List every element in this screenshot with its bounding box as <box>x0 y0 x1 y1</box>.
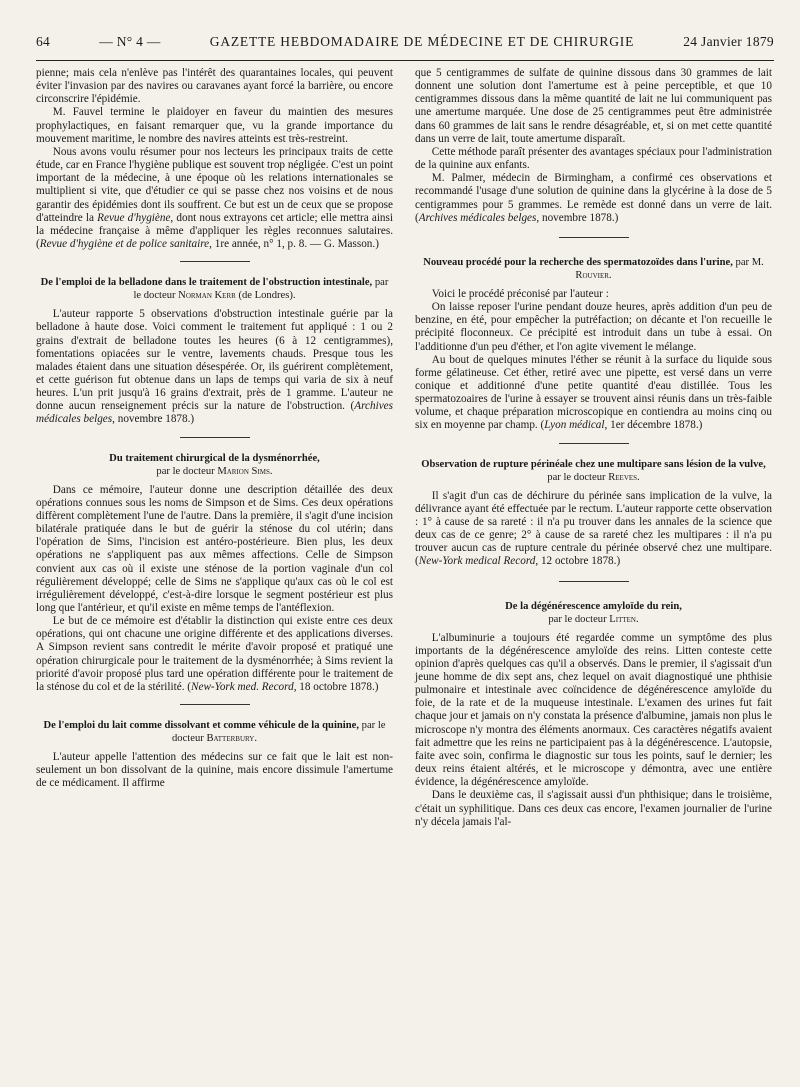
paragraph: Voici le procédé préconisé par l'auteur : <box>431 287 609 300</box>
paragraph: Au bout de quelques minutes l'éther se réunit à la surface du liquide sous forme gélatineuse. Cet éther, retiré avec une pipette, est versé dans un verre conique et additionné d'une petite quantité d'eau distillée. Tous les spermatozoaires de l'urine à essayer se trouvent ainsi réunis dans un très-faible volume, et chaque préparation microscopique en contiendra au moins cinq ou six en moyenne par champ. (Lyon médical, 1er décembre 1878.) <box>415 353 772 432</box>
article-heading: De l'emploi de la belladone dans le traitement de l'obstruction intestinale, par le docteur Norman Kerr (de Londres). <box>40 277 389 302</box>
article-author: Batterbury. <box>206 733 257 745</box>
article-heading: Observation de rupture périnéale chez une multipare sans lésion de la vulve, par le docteur Reeves. <box>421 458 766 483</box>
article-author: Rouvier. <box>575 269 612 281</box>
section-divider <box>180 704 250 705</box>
article-author: Norman Kerr <box>178 290 236 302</box>
journal-reference: Lyon médical <box>544 419 605 432</box>
right-column <box>415 67 772 829</box>
section-divider <box>180 261 250 262</box>
section-divider <box>559 581 629 582</box>
journal-reference: Revue d'hygiène <box>97 211 171 224</box>
article-title: De l'emploi du lait comme dissolvant et comme véhicule de la quinine, <box>43 720 359 732</box>
page-header <box>36 34 774 61</box>
page-number: 64 <box>36 34 51 49</box>
issue-date: 24 Janvier 1879 <box>683 34 774 49</box>
paragraph: pienne; mais cela n'enlève pas l'intérêt des quarantaines locales, qui peuvent éviter l'invasion par des navires ou caravanes ayant forcé la barrière, ou encore circonscrire l'épidémie. <box>36 67 393 106</box>
left-column <box>36 67 393 829</box>
article-title: De l'emploi de la belladone dans le traitement de l'obstruction intestinale, <box>40 277 373 289</box>
journal-reference: New-York medical Record <box>418 555 536 568</box>
paragraph: M. Fauvel termine le plaidoyer en faveur du maintien des mesures prophylactiques, en faisant remarquer que, vu la grande importance du mouvement maritime, le nombre des navires atteints est très-restreint. <box>36 106 393 145</box>
article-heading: Du traitement chirurgical de la dysménorrhée, par le docteur Marion Sims. <box>109 452 320 477</box>
journal-reference: Archives médicales belges <box>36 400 393 426</box>
article-title: Nouveau procédé pour la recherche des spermatozoïdes dans l'urine, <box>423 256 733 268</box>
journal-title: GAZETTE HEBDOMADAIRE DE MÉDECINE ET DE CHIRURGIE <box>209 34 635 49</box>
paragraph: M. Palmer, médecin de Birmingham, a confirmé ces observations et recommandé l'usage d'une solution de quinine dans la glycérine à la dose de 5 centigrammes pour 5 grammes. Le remède est donné dans un verre de lait. (Archives médicales belges, novembre 1878.) <box>415 172 772 224</box>
paragraph: Le but de ce mémoire est d'établir la distinction qui existe entre ces deux opérations, qui ont chacune une origine différente et des applications diverses. A Simpson revient sans contredit le mérite d'avoir proposé et pratiqué une opération chirurgicale pour le traitement de la dysménorrhée; à Sims revient la priorité d'avoir proposé plus tard une opération différente pour le traitement de la sténose du col et de la stérilité. (New-York med. Record, 18 octobre 1878.) <box>36 615 393 693</box>
article-heading: De l'emploi du lait comme dissolvant et comme véhicule de la quinine, par le docteur Batterbury. <box>43 720 386 745</box>
article-author: Litten. <box>609 613 639 625</box>
article-author: Marion Sims. <box>217 465 273 477</box>
paragraph: Cette méthode paraît présenter des avantages spéciaux pour l'administration de la quinine aux enfants. <box>415 145 772 172</box>
paragraph: Il s'agit d'un cas de déchirure du périnée sans implication de la vulve, la délivrance ayant été effectuée par le rectum. L'auteur rapporte cette observation : 1° à cause de sa rareté : il n'a pu trouver dans les annales de la science que deux cas de ce genre; 2° à cause de sa rareté chez les multipares : il n'a pu trouver aucun cas de rupture centrale du périnée observé chez une multipare. (New-York medical Record, 12 octobre 1878.) <box>415 489 772 568</box>
section-divider <box>559 237 629 238</box>
article-author: Reeves. <box>608 471 640 483</box>
paragraph: L'auteur appelle l'attention des médecins sur ce fait que le lait est non-seulement un bon dissolvant de la quinine, mais encore dissimule l'amertume de ce médicament. Il affirme <box>36 751 393 790</box>
paragraph: L'albuminurie a toujours été regardée comme un symptôme des plus importants de la dégénérescence amyloïde des reins. Litten conteste cette opinion d'après quelques cas qu'il a observés. Dans le premier, il s'agissait d'un jeune homme de dix sept ans, chez lequel on avait diagnostiqué une phthisie pulmonaire et intestinale avec coïncidence de dégénérescence amyloïde du foie, de la rate et de la muqueuse intestinale. L'examen des urines fut fait chaque jour et jamais on n'y constata la présence d'albumine, jamais non plus le microscope n'y montra des éléments anormaux. Ces caractères négatifs avaient fait admettre que les reins ne participaient pas à la dégénérescence. L'autopsie, faite avec soin, confirma le diagnostic sur tous les points, sauf le dernier; les deux reins étaient altérés, et le microscope y démontra, avec une entière évidence, la dégénérescence amyloïde. <box>415 631 772 789</box>
article-title: Du traitement chirurgical de la dysménorrhée, <box>109 452 320 464</box>
journal-reference: Archives médicales belges <box>418 211 537 224</box>
section-divider <box>559 443 629 444</box>
paragraph: Dans le deuxième cas, il s'agissait aussi d'un phthisique; dans le troisième, c'était un syphilitique. Dans ces deux cas encore, l'examen journalier de l'urine n'y décela jamais l'al- <box>415 789 772 828</box>
article-title: Observation de rupture périnéale chez une multipare sans lésion de la vulve, <box>421 458 766 470</box>
paragraph: On laisse reposer l'urine pendant douze heures, après addition d'un peu de benzine, en été, pour empêcher la putréfaction; on décante et l'on recueille le précipité floconneux. Ce précipité est introduit dans un tube à essai. On l'additionne d'un peu d'éther, et l'on agite vivement le mélange. <box>415 301 772 353</box>
article-heading: De la dégénérescence amyloïde du rein, par le docteur Litten. <box>505 600 682 625</box>
section-divider <box>180 437 250 438</box>
issue-number: — N° 4 — <box>99 34 161 49</box>
article-title: De la dégénérescence amyloïde du rein, <box>505 600 682 612</box>
paragraph: que 5 centigrammes de sulfate de quinine dissous dans 30 grammes de lait donnent une solution dont l'amertume est à peine perceptible, et que 10 centigrammes dissous dans la même quantité de lait ne lui communiquent pas une amertume marquée. Une dose de 25 centigrammes peut être administrée dans 60 grammes de lait sans le rendre désagréable, et, si on met cette quantité dans un verre de lait, toute amertume disparaît. <box>415 67 772 145</box>
article-heading: Nouveau procédé pour la recherche des spermatozoïdes dans l'urine, par M. Rouvier. <box>423 256 764 281</box>
paragraph: L'auteur rapporte 5 observations d'obstruction intestinale guérie par la belladone à haute dose. Voici comment le traitement fut appliqué : 1 ou 2 grains d'extrait de belladone toutes les heures (6 à 12 centigrammes), fomentations opiacées sur le ventre, lavements chauds. Presque tous les malades étaient dans une situation désespérée. Or, ils guérirent complètement, et cette guérison fut obtenue dans un laps de temps qui varia de six à neuf heures. L'un prit jusqu'à 16 grains d'extrait, près de 1 gramme. L'auteur ne donne aucun renseignement précis sur la nature de l'obstruction. (Archives médicales belges, novembre 1878.) <box>36 308 393 426</box>
journal-reference: Revue d'hygiène et de police sanitaire <box>39 238 210 251</box>
paragraph: Nous avons voulu résumer pour nos lecteurs les principaux traits de cette étude, car en France l'hygiène publique est souvent trop négligée. C'est un point important de la médecine, à une époque où les relations internationales se multiplient si vite, que d'étudier ce qui se passe chez nos voisins et de nous garantir des épidémies dont ils souffrent. Ce but est un de ceux que se propose d'atteindre la Revue d'hygiène, dont nous extrayons cet article; elle mettra ainsi la médecine française à même d'appliquer les règles reconnues salutaires. (Revue d'hygiène et de police sanitaire, 1re année, n° 1, p. 8. — G. Masson.) <box>36 145 393 251</box>
journal-reference: New-York med. Record <box>191 680 294 693</box>
paragraph: Dans ce mémoire, l'auteur donne une description détaillée des deux opérations connues sous les noms de Simpson et de Sims. Ces deux opérations diffèrent complètement l'une de l'autre. Dans la première, il s'agit d'une incision bilatérale pratiquée dans le but de guérir la sténose du col utérin; dans l'opération de Sims, l'incision est antéro-postérieure. Bien plus, les deux opérations ne s'appliquent pas aux mêmes affections. Celle de Simpson convient aux cas où il existe une sténose de la portion vaginale d'un col régulièrement développé; celle de Sims ne s'applique qu'aux cas où le col est irrégulièrement développé, c'est-à-dire lorsque le segment postérieur est plus long que l'antérieur, et qu'il existe en même temps de l'antéflexion. <box>36 483 393 614</box>
